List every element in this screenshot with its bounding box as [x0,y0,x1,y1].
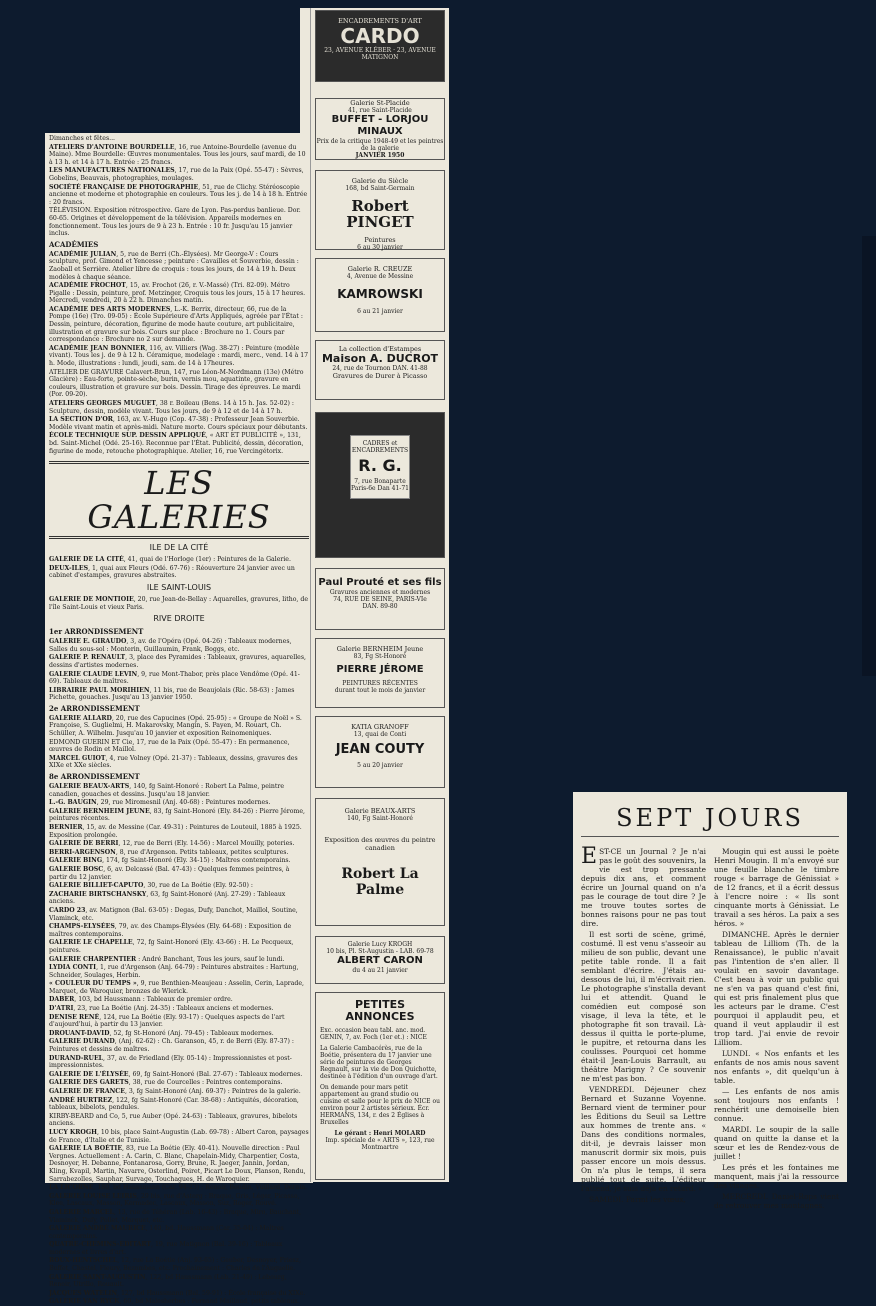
ads-column [310,8,449,1182]
gallery-entry: ANDRÉ HURTREZ, 122, fg Saint-Honoré (Car. 38-68) : Antiquités, décoration, tableaux, bibelots, pendules. [49,1096,299,1112]
gallery-entry: ROUX-HENTSCHEL, 12, rue La Boétie (Anj. 93-65) : Geuber, Desnoyer, Friesz, Buffet, Chastel, Fleury, Bezombes, etc. Prochainement : Charles de l'Auguelle. [49,1257,301,1273]
gallery-entry: DURAND-RUEL, 37, av. de Friedland (Ely. 05-14) : Impressionnistes et post-impressionnistes. [49,1054,292,1070]
rive-droite-heading: RIVE DROITE [153,614,205,624]
gallery-entry: GALERIE BEAUX-ARTS, 140, fg Saint-Honoré : Robert La Palme, peintre canadien, gouaches et dessins. Jusqu'au 18 janvier. [49,783,284,798]
academies-heading: ACADÉMIES [49,239,99,249]
gallery-entry: GALERIE BOSC, 6, av. Delcassé (Bal. 47-43) : Quelques femmes peintres, à partir du 12 janvier. [49,865,290,881]
gallery-entry: DEUX-ILES, 1, quai aux Fleurs (Odé. 67-76) : Réouverture 24 janvier avec un cabinet d'estampes, gravures abstraites. [49,564,295,580]
gallery-entry: GALERIE DE FRANCE, 3, fg Saint-Honoré (Anj. 69-37) : Peintres de la galerie. [49,1088,301,1095]
ad-granoff: KATIA GRANOFF 13, quai de Conti JEAN COUTY 5 au 20 janvier [315,716,445,788]
gallery-entry: GALERIE MARCEL, 13, rue de Téhéran (Lab. 16-43) : Braque, Miro, Bauchant, Vlaminck, Dufy, Pollet, Marquet, etc. [49,1208,302,1224]
gallery-entry: GALERIE BING, 174, fg Saint-Honoré (Ely. 34-15) : Maîtres contemporains. [49,857,291,865]
listing-entry: TÉLÉVISION. Exposition rétrospective. Gare de Lyon. Pas-perdus banlieue. Dor. 60-65. Origines et développement de la télévision. Appareils modernes en fonctionnement. Tous les jours de 9 à 23 h. Entrée : 10 fr. Jusqu'au 15 janvier inclus. [49,207,301,238]
arr2-list [49,715,309,770]
sept-jours-paragraph: LUNDI. « Nos enfants et les enfants de nos amis nous savent nos enfants », dit quelqu'un à table. [714,1049,839,1085]
listing-entry: ATELIERS D'ANTOINE BOURDELLE, 16, rue Antoine-Bourdelle (avenue du Maine). Mme Bourdelle: Œuvres monumentales. Tous les jours, sauf mardi, de 10 à 13 h. et 14 à 17 h. Entrée : 25 francs. [49,143,306,166]
sept-jours-paragraph: SAMEDI. Parmi les vœux, [589,1195,686,1204]
gallery-entry: KIRBY-BEARD and Co, 5, rue Auber (Opé. 24-63) : Tableaux, gravures, bibelots anciens. [49,1112,298,1128]
academy-entry: ATELIERS GEORGES MUGUET, 38 r. Boileau (Bens. 14 à 15 h. Jas. 52-02) : Sculpture, dessin, modèle vivant. Tous les jours, de 9 à 12 et de 14 à 17 h. [49,400,294,415]
ad-krogh: Galerie Lucy KROGH 10 bis, Pl. St-Augustin - LAB. 69-78 ALBERT CARON du 4 au 21 janvier [315,936,445,984]
right-edge-strip [862,236,876,676]
gallery-entry: GALERIE SAINT-AUGUSTIN, 122, bd Haussmann (Lab. 21-49) : Lebourg, Renoir, Utrillo, Rouault. [49,1273,287,1289]
sept-jours-paragraph: MARDI. Le soupir de la salle quand on quitte la danse et la sœur et les de Rendez-vous de juillet ! [714,1125,839,1161]
gallery-entry: BERRI-ARGENSON, 8, rue d'Argenson. Petits tableaux, petites sculptures. [49,848,289,856]
gallery-entry: LIBRAIRIE PAUL MORIHIEN, 11 bis, rue de Beaujolais (Ric. 58-63) : James Pichette, gouaches. Jusqu'au 13 janvier 1950. [49,686,295,702]
gallery-entry: GALERIE DE LA CITÉ, 41, quai de l'Horloge (1er) : Peintures de la Galerie. [49,556,291,564]
sept-jours-col-1 [581,844,706,1204]
arr1-list [49,638,309,702]
gallery-entry: GALERIE DE BERRI, 12, rue de Berri (Ely. 14-56) : Marcel Mouilly, poteries. [49,840,295,848]
gallery-entry: GALERIE P. RENAULT, 3, place des Pyramides : Tableaux, gravures, aquarelles, dessins d'artistes modernes. [49,654,306,669]
ad-beaux-arts: Galerie BEAUX-ARTS 140, Fg Saint-Honoré Exposition des œuvres du peintre canadien Robert La Palme [315,798,445,926]
arr2-heading: 2e ARRONDISSEMENT [49,703,140,713]
listing-column [45,133,313,1306]
gallery-entry: DENISE RENÉ, 124, rue La Boétie (Ely. 93-17) : Quelques aspects de l'art d'aujourd'hui, à partir du 13 janvier. [49,1013,285,1029]
academy-entry: ACADÉMIE JULIAN, 5, rue de Berri (Ch.-Élysées). Mr George-V : Cours sculpture, prof. Gimond et Yencesse ; peinture : Cavailles et Souverbie, dessin : Zaoball et Serrière. Atelier libre de croquis : tous les jours, de 14 à 19 h. Deux modèles à chaque séance. [49,250,299,281]
gallery-entry: GALERIE ALLARD, 20, rue des Capucines (Opé. 25-95) : « Groupe de Noël » S. Françoise, S. Guglielmi, H. Makarovsky, Mangin, S. Payen, M. Rouart, Ch. Schüller, A. Wilhelm. Jusqu'au 10 janvier et exposition Reinomeniques. [49,714,302,738]
sept-jours-paragraph: Les prés et les fontaines me manquent, mais j'ai la ressource des visages. [714,1163,839,1190]
listing-entry: SOCIÉTÉ FRANÇAISE DE PHOTOGRAPHIE, 51, rue de Clichy. Stéréoscopie ancienne et moderne et photographie en couleurs. Tous les j. de 14 à 18 h. Entrée : 20 francs. [49,183,308,206]
gallery-entry: BERNIER, 15, av. de Messine (Car. 49-31) : Peintures de Louteuil, 1885 à 1925. Exposition prolongée. [49,824,302,839]
sept-jours-paragraph: — Les enfants de nos amis sont toujours nos enfants ! renchérit une demoiselle bien connue. [714,1087,839,1123]
academies-list [49,251,309,455]
gallery-entry: GALERIE CHARPENTIER : André Banchant, Tous les jours, sauf le lundi. [49,955,285,963]
academy-entry: ACADÉMIE DES ARTS MODERNES, L.-K. Berrix, directeur, 66, rue de la Pompe (16e) (Tro. 09-05) : École Supérieure d'Arts Appliqués, agréée par l'État : Dessin, peinture, décoration, figurine de mode haute couture, art publicitaire, illustration et gravure sur bois. Cours sur place : Brochure no 1. Cours par correspondance : Brochure no 2 sur demande. [49,305,303,344]
gallery-entry: GALERIE ANDRÉ MAURICE, 140, bd. Haussmann (Car. 35-04) : Maîtres contemporains. [49,1225,284,1240]
ad-ducrot: La collection d'Estampes Maison A. DUCROT 24, rue de Tournon DAN. 41-88 Gravures de Durer à Picasso [315,340,445,400]
academy-entry: ACADÉMIE FROCHOT, 15, av. Frochot (26, r. V.-Massé) (Tri. 82-09). Métro Pigalle : Dessin, peinture, prof. Metzinger, Croquis tous les jours, 15 à 17 heures. Mercredi, vendredi, 20 à 22 h. Dimanches matin. [49,282,306,305]
gallery-entry: LUCY KROGH, 10 bis, place Saint-Augustin (Lab. 69-78) : Albert Caron, paysages de France, d'Italie et de Tunisie. [49,1128,309,1144]
sept-jours-title: SEPT JOURS [581,804,839,837]
arr1-heading: 1er ARRONDISSEMENT [49,627,144,637]
ad-du-siecle: Galerie du Siècle 168, bd Saint-Germain Robert PINGET Peintures 6 au 30 janvier [315,170,445,250]
gallery-entry: L.-G. BAUGIN, 29, rue Miromesnil (Anj. 40-68) : Peintures modernes. [49,799,271,807]
sept-jours-paragraph: EST-CE un Journal ? Je n'ai pas le goût des souvenirs, la vie est trop pressante depuis dix ans, et comment écrire un Journal quand on n'a pas le courage de tout dire ? Je me trouve toutes sortes de bonnes raisons pour ne pas tout dire. [581,844,706,928]
sept-jours-paragraph: DIMANCHE. Après le dernier tableau de Lilliom (Th. de la Renaissance), le public n'avait pas l'intention de s'en aller. Il voulait en savoir davantage. C'est beau à voir un public qui ne s'en va pas quand c'est fini, qui est pris finalement plus que les acteurs par le drame. C'est pourquoi il applaudit peu, et quand il veut applaudir il est trop tard. J'ai envie de revoir Lilliom. [714,930,839,1047]
academy-entry: ATELIER DE GRAVURE Calavert-Brun, 147, rue Léon-M-Nordmann (13e) (Métro Glacière) : Eau-forte, pointe-sèche, burin, vernis mou, aquatinte, gravure en couleurs, illustration et gravure sur bois. Dessin. Tirage des épreuves. Le mardi (Por. 09-20). [49,368,304,399]
ad-cardo: ENCADREMENTS D'ART CARDO 23, AVENUE KLÉBER · 23, AVENUE MATIGNON [315,10,445,82]
gallery-entry: GALERIE DE L'ÉLYSÉE, 69, fg Saint-Honoré (Bal. 27-67) : Tableaux modernes. [49,1070,303,1078]
sept-jours-paragraph: MERCREDI. Daniel-Rops vient de retrouver mes montagnes. [714,1192,839,1210]
saint-louis-list [49,596,309,611]
ad-bernheim: Galerie BERNHEIM Jeune 83, Fg St-Honoré PIERRE JÉROME PEINTURES RÉCENTES durant tout le mois de janvier [315,638,445,708]
gallery-entry: GALERIE E. GIRAUDO, 3, av. de l'Opéra (Opé. 04-26) : Tableaux modernes, Salles du sous-sol : Monterin, Guillaumin, Frank, Boggs, etc. [49,638,292,653]
arr8-list [49,783,309,1306]
sept-jours-clipping [573,792,847,1210]
cite-list [49,556,309,580]
gallery-entry: D'ATRI, 23, rue La Boétie (Anj. 24-35) : Tableaux anciens et modernes. [49,1005,274,1013]
sept-jours-paragraph: VENDREDI. Déjeuner chez Bernard et Suzanne Voyenne. Bernard vient de terminer pour les Éditions du Seuil sa Lettre aux hommes de trente ans. « Dans des conditions normales, dit-il, je devrais laisser mon manuscrit dormir six mois, puis passer encore un mois dessus. On n'a plus le temps, il sera publié tout de suite. L'éditeur l'attend, je suis déjà en retard. » [581,1085,706,1193]
gallery-entry: GALERIE LA BOÉTIE, 83, rue La Boétie (Ely. 40-41). Nouvelle direction : Paul Vergnes. Actuellement : A. Carin, C. Blanc, Chapelain-Midy, Charpentier, Costa, Desnoyer, H. Debanne, Fontanarosa, Gorry, Brune, R. Jaeger, Jannin, Jordan, Kling, Kvapil, Martin, Navarre, Osterlind, Poiret, Picart Le Doux, Planson, Rendu, Sarrabezolles, Sauphar, Survage, Touchagues, H. de Waroquier. [49,1145,306,1183]
gallery-entry: EDMOND GUERIN ET Cie, 17, rue de la Paix (Opé. 55-47) : En permanence, œuvres de Rodin et Maillol. [49,738,290,754]
academy-entry: ACADÉMIE JEAN BONNIER, 116, av. Villiers (Wag. 38-27) : Peinture (modèle vivant). Tous les j. de 9 à 12 h. Céramique, modelage : mardi, merc., vend. 14 à 17 h. Mode, illustrations : lundi, jeudi, sam. de 14 à 17heures. [49,344,309,368]
sept-jours-paragraph: Mougin qui est aussi le poète Henri Mougin. Il m'a envoyé sur une feuille blanche le timbre rouge « barrage de Génissiat » de 12 francs, et il a écrit dessus à l'encre noire : « Ils sont cinquante morts à Génissiat. Le travail a ses héros. La paix a ses héros. » [714,847,839,928]
gallery-entry: QUATRE-CHEMINS-EDITART, 19, rue Matignon (Bal. 39-16) : Tableaux modernes et livres d'art. [49,1241,283,1256]
listing-top-lines [49,135,309,238]
sept-jours-paragraph: Il est sorti de scène, grimé, costumé. Il est venu s'asseoir au milieu de son public, devant une petite table ronde. Il a fait semblant d'écrire. J'étais au-dessous de lui, il m'écrivait rien. Le photographe s'installa devant lui et attendit. Quand le comédien eut composé son visage, il leva la tête, et le photographe fit son travail. Là-dessus il quitta le porte-plume, le pupitre, et retourna dans les coulisses. Pourquoi cet homme était-il Jean-Louis Barrault, au théâtre Marigny ? Ce souvenir ne m'est pas bon. [581,930,706,1083]
galeries-title: LES GALERIES [49,461,309,539]
ad-petites-annonces: PETITES ANNONCES Exc. occasion beau tabl. anc. mod. GENIN, 7, av. Foch (1er et.) : NICE La Galerie Cambacérès, rue de la Boétie, présentera du 17 janvier une série de peintures de Georges Regnault, sur la vie de Don Quichotte, destinée à l'édition d'un ouvrage d'art. On demande pour mars petit appartement au grand studio ou cuisine et salle pour le prix de NICE ou environ pour 2 artistes sérieux. Écr. HERMANS, 134, r. des 2 Églises à Bruxelles Le gérant : Henri MOLARD Imp. spéciale de « ARTS », 123, rue Montmartre [315,992,445,1180]
gallery-entry: MARCEL GUIOT, 4, rue Volney (Opé. 21-37) : Tableaux, dessins, gravures des XIXe et XXe siècles. [49,754,298,770]
drop-cap: E [581,844,598,869]
rg-label-box: CADRES et ENCADREMENTS R. G. 7, rue Bonaparte Paris-6e Dan 41-71 [350,435,410,499]
gallery-entry: GALERIE VAN RYCK, 60, bd Malesherbes : Fernand Maillaud, petits tableaux. [49,1298,300,1306]
gallery-entry: GALERIE LE CHAPELLE, 72, fg Saint-Honoré (Ely. 43-66) : H. Le Pecqueux, peintures. [49,939,294,954]
ad-creuze: Galerie R. CREUZE 4, Avenue de Messine KAMROWSKI 6 au 21 janvier [315,258,445,332]
arr8-heading: 8e ARRONDISSEMENT [49,772,140,782]
gallery-entry: LYDIA CONTI, 1, rue d'Argenson (Anj. 64-79) : Peintures abstraites : Hartung, Schneider, Soulages, Herbin. [49,964,299,979]
sept-jours-col-2 [714,847,839,1210]
gallery-entry: GALERIE CLAUDE LEVIN, 9, rue Mont-Thabor, près place Vendôme (Opé. 41-69). Tableaux de maîtres. [49,670,300,686]
gallery-entry: GALERIE BILLIET-CAPUTO, 30, rue de La Boétie (Ely. 92-50) : [49,882,253,890]
academy-entry: LA SECTION D'OR, 163, av. V.-Hugo (Cop. 47-38) : Professeur Jean Souverbie. Modèle vivant matin et après-midi. Nature morte. Cours spéciaux pour débutants. [49,416,308,431]
ile-cite-heading: ILE DE LA CITÉ [149,543,209,553]
ad-proute: Paul Prouté et ses fils Gravures anciennes et modernes 74, RUE DE SEINE, PARIS-VIe DAN. 89-80 [315,568,445,630]
gallery-entry: GALERIE LOUISE LEIRIS, 29 bis, rue d'Astorg : Braque, Gris, Léger, Picasso, Klee, Lascaux, Masson, Kermadec, Lascaux, Masson, Suz, Roger, Rouvé. [49,1192,300,1208]
ile-saint-louis-heading: ILE SAINT-LOUIS [146,582,212,592]
gallery-entry: GALERIE DE MONTIOIE, 20, rue Jean-de-Bellay : Aquarelles, gravures, litho, de l'île Saint-Louis et vieux Paris. [49,595,308,611]
academy-entry: ÉCOLE TECHNIQUE SUP. DESSIN APPLIQUÉ, « ART ET PUBLICITÉ », 131, bd. Saint-Michel (Odé. 25-16). Reconnue par l'État. Publicité, dessin, décoration, figurine de mode, retouche photographique. Atelier, 16, rue Vercingétorix. [49,432,304,455]
gallery-entry: GALERIE BERNHEIM JEUNE, 83, fg Saint-Honoré (Ely. 84-26) : Pierre Jérome, peintures récentes. [49,807,305,823]
listing-entry: LES MANUFACTURES NATIONALES, 17, rue de la Paix (Opé. 55-47) : Sèvres, Gobelins, Beauvais, photographies, moulages. [49,167,304,182]
ad-rg-encadrements [315,412,445,558]
gallery-entry: CHAMPS-ELYSÉES, 79, av. des Champs-Élysées (Ely. 64-68) : Exposition de maîtres contemporains. [49,923,292,938]
gallery-entry: LA LICORNE, 180, bd Haussmann (Car. 94-23) : Renoir, Boudin, Vuillard, Derain. [49,1184,308,1192]
listing-entry: Dimanches et fêtes... [49,135,116,142]
gallery-entry: GALERIE DURAND, (Anj. 62-62) : Ch. Garanson, 45, r. de Berri (Ely. 87-37) : Peintures et dessins de maîtres. [49,1038,294,1054]
gallery-entry: ZACHARIE BIRTSCHANSKY, 63, fg Saint-Honoré (Anj. 27-29) : Tableaux anciens. [49,890,286,906]
gallery-entry: GALERIE DES GARETS, 38, rue de Courcelles : Peintres contemporains. [49,1079,283,1087]
gallery-entry: « COULEUR DU TEMPS », 9, rue Benthien-Meaujeau : Asselin, Cerin, Laprade, Marquet, de Waroquier, bronzes de Wlerick. [49,980,305,995]
gallery-entry: DABER, 103, bd Haussmann : Tableaux de premier ordre. [49,996,233,1004]
gallery-entry: DROUANT-DAVID, 52, fg St-Honoré (Anj. 79-45) : Tableaux modernes. [49,1029,274,1037]
gallery-entry: JACQUES WATELIN, 127, bd Haussmann (Bal. 59-91) : École française du XIXe. [49,1289,306,1297]
gallery-entry: CARDO 23, av. Matignon (Bal. 63-05) : Degas, Dufy, Danchot, Maillol, Soutine, Vlaminck, etc. [49,906,298,922]
ad-st-placide: Galerie St-Placide 41, rue Saint-Placide BUFFET - LORJOU MINAUX Prix de la critique 1948-49 et les peintres de la galerie JANVIER 1950 [316,99,444,159]
